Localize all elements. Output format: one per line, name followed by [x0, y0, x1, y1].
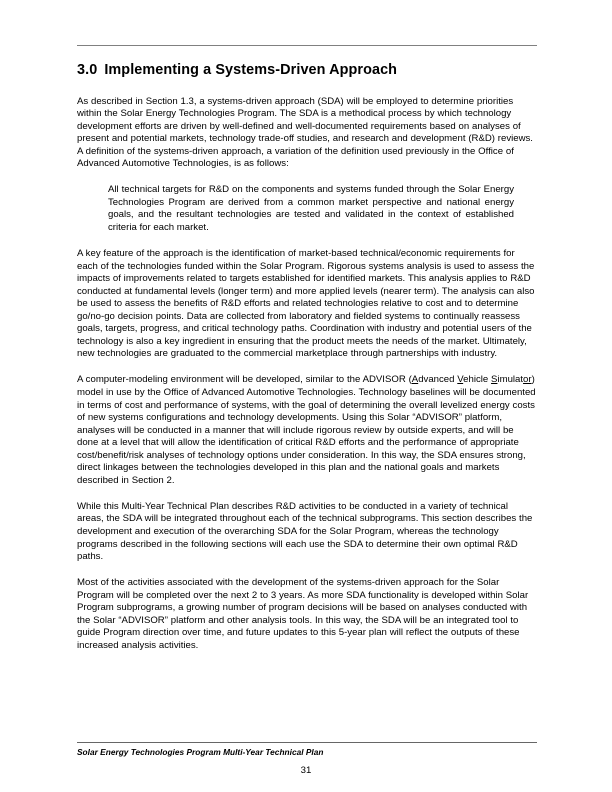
advisor-text-lead: A computer-modeling environment will be developed, similar to the ADVISOR ( — [77, 374, 412, 386]
paragraph-timeline: Most of the activities associated with the development of the systems-driven approach for the Solar Program will be completed over the next 2 to 3 years. As more SDA functionality is developed within Solar Program subprograms, a growing number of program decisions will be based on analyses conducted with the Solar “ADVISOR” platform and other analysis tools. In this way, the SDA will be an integrated tool to guide Program direction over time, and future updates to this 5-year plan will reflect the outputs of these increased analysis activities. — [77, 577, 529, 651]
advisor-word-advanced: dvanced — [418, 374, 458, 386]
advisor-acronym-or: or — [523, 374, 532, 386]
advisor-word-vehicle: ehicle — [463, 374, 492, 386]
paragraph-advisor-model — [77, 374, 537, 487]
blockquote-sda-definition: All technical targets for R&D on the components and systems funded through the Solar Energy Technologies Program are derived from a common market perspective and national energy goals, and the resultant technologies are tested and validated in the context of established criteria for each market. — [108, 184, 514, 233]
page-content — [77, 62, 537, 666]
header-divider — [77, 45, 537, 46]
advisor-acronym-s: S — [491, 374, 498, 386]
page-title — [77, 62, 537, 79]
paragraph-key-feature: A key feature of the approach is the identification of market-based technical/economic requirements for each of the technologies funded within the Solar Program. Rigorous systems analysis is used to assess the impacts of improvements related to targets established for identified markets. This analysis applies to R&D conducted at fundamental levels (longer term) and more applied levels (nearer term). The analysis can also be used to assess the benefits of R&D efforts and related technologies relative to cost and to determine go/no-go decision points. Data are collected from laboratory and fielded systems to continually reassess goals, targets, progress, and critical technology paths. Coordination with industry and potential users of the technology is also a key ingredient in ensuring that the product meets the needs of the market. Ultimately, new technologies are graduated to the commercial marketplace through partnerships with industry. — [77, 248, 535, 360]
advisor-acronym-v: V — [457, 374, 464, 386]
advisor-acronym-a: A — [411, 374, 419, 386]
section-heading-text: Implementing a Systems-Driven Approach — [104, 62, 398, 78]
paragraph-plan-scope: While this Multi-Year Technical Plan describes R&D activities to be conducted in a variety of technical areas, the SDA will be integrated throughout each of the technical subprograms. This section describes the development and execution of the overarching SDA for the Solar Program, whereas the technology programs described in the following sections will each use the SDA to determine their own optimal R&D paths. — [77, 500, 533, 563]
footer-divider — [77, 742, 537, 743]
advisor-text-tail: ) model in use by the Office of Advanced Automotive Technologies. Technology baselines will be documented in terms of cost and performance of systems, with the goal of determining the overall levelized energy costs of new systems configurations and technology developments. Using this Solar “ADVISOR” platform, analyses will be conducted in a manner that will include rigorous review by outside experts, and will be done at a level that will allow the identification of critical R&D efforts and the performance of appropriate cost/benefit/risk analyses of technology options under consideration. In this way, the SDA ensures strong, direct linkages between the technologies developed in this plan and the national goals and markets described in Section 2. — [77, 374, 536, 486]
section-number: 3.0 — [77, 62, 98, 78]
footer-document-title: Solar Energy Technologies Program Multi-Year Technical Plan — [77, 747, 324, 757]
paragraph-intro: As described in Section 1.3, a systems-driven approach (SDA) will be employed to determine priorities within the Solar Energy Technologies Program. The SDA is a methodical process by which technology development efforts are driven by well-defined and well-documented requirements based on analyses of present and potential markets, technology trade-off studies, and research and development (R&D) reviews. A definition of the systems-driven approach, a variation of the definition used previously in the Office of Advanced Automotive Technologies, is as follows: — [77, 95, 533, 170]
advisor-word-simulat: imulat — [497, 374, 524, 386]
page-number: 31 — [300, 765, 312, 776]
